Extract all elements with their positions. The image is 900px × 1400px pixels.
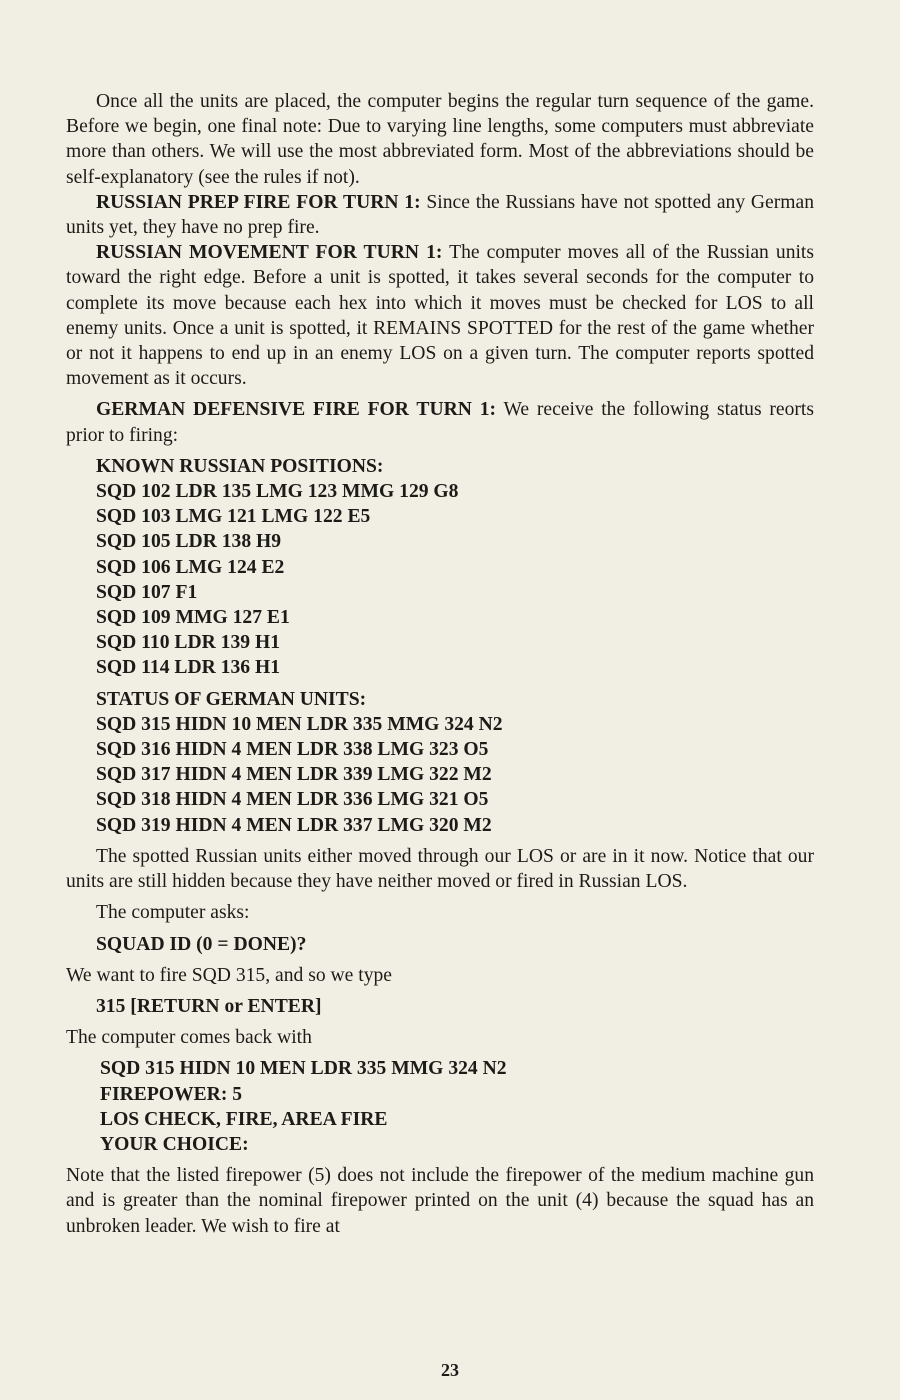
known-line: SQD 109 MMG 127 E1 — [96, 607, 290, 629]
typed-command: 315 [RETURN or ENTER] — [96, 995, 322, 1017]
status-line: SQD 315 HIDN 10 MEN LDR 335 MMG 324 N2 — [96, 713, 503, 735]
text-defensive-fire: We receive the following status reorts prior to firing: — [66, 399, 814, 446]
known-line: SQD 114 LDR 136 H1 — [96, 657, 280, 679]
status-line: SQD 317 HIDN 4 MEN LDR 339 LMG 322 M2 — [96, 764, 492, 786]
reply-line: SQD 315 HIDN 10 MEN LDR 335 MMG 324 N2 — [100, 1058, 507, 1080]
known-line: SQD 102 LDR 135 LMG 123 MMG 129 G8 — [96, 481, 459, 503]
known-line: SQD 105 LDR 138 H9 — [96, 531, 282, 553]
paragraph-computer-asks: The computer asks: — [96, 902, 250, 924]
page-body — [66, 89, 814, 1239]
paragraph-spotted: The spotted Russian units either moved through our LOS or are in it now. Notice that our units are still hidden because they have neither moved or fired in Russian LOS. — [66, 845, 814, 893]
paragraph-comes-back: The computer comes back with — [66, 1027, 312, 1049]
paragraph-firepower-note: Note that the listed firepower (5) does not include the firepower of the medium machine gun and is greater than the nominal firepower printed on the unit (4) because the squad has an unbroken leader. We wish to fire at — [66, 1165, 814, 1237]
known-positions-title: KNOWN RUSSIAN POSITIONS: — [96, 455, 384, 477]
known-line: SQD 103 LMG 121 LMG 122 E5 — [96, 506, 371, 528]
german-status-title: STATUS OF GERMAN UNITS: — [96, 688, 367, 710]
text-prep-fire: Since the Russians have not spotted any German units yet, they have no prep fire. — [66, 191, 815, 239]
heading-prep-fire: RUSSIAN PREP FIRE FOR TURN 1: — [96, 191, 421, 213]
known-line: SQD 107 F1 — [96, 581, 198, 603]
prompt-squad-id: SQUAD ID (0 = DONE)? — [96, 933, 307, 955]
paragraph-movement — [66, 240, 814, 391]
reply-line: LOS CHECK, FIRE, AREA FIRE — [100, 1108, 388, 1130]
page-number: 23 — [441, 1360, 459, 1380]
paragraph-we-type: We want to fire SQD 315, and so we type — [66, 964, 393, 986]
heading-movement: RUSSIAN MOVEMENT FOR TURN 1: — [96, 242, 443, 264]
paragraph-prep-fire — [66, 190, 814, 240]
german-status-block — [96, 687, 814, 838]
reply-line: YOUR CHOICE: — [100, 1133, 249, 1155]
text-movement: The computer moves all of the Russian units toward the right edge. Before a unit is spotted, it takes several seconds for the computer to complete its move because each hex into which it moves must be checked for LOS to all enemy units. Once a unit is spotted, it REMAINS SPOTTED for the rest of the game whether or not it happens to end up in an enemy LOS on a given turn. The computer reports spotted movement as it occurs. — [66, 242, 815, 390]
status-line: SQD 318 HIDN 4 MEN LDR 336 LMG 321 O5 — [96, 789, 489, 811]
heading-defensive-fire: GERMAN DEFENSIVE FIRE FOR TURN 1: — [96, 399, 497, 421]
paragraph-intro: Once all the units are placed, the computer begins the regular turn sequence of the game. Before we begin, one final note: Due to varying line lengths, some computers must abbreviate more than others. We will use the most abbreviated form. Most of the abbreviations should be self-explanatory (see the rules if not). — [66, 91, 814, 188]
reply-line: FIREPOWER: 5 — [100, 1083, 243, 1105]
known-positions-block — [96, 454, 814, 681]
status-line: SQD 316 HIDN 4 MEN LDR 338 LMG 323 O5 — [96, 739, 489, 761]
known-line: SQD 106 LMG 124 E2 — [96, 556, 285, 578]
paragraph-defensive-fire — [66, 397, 814, 447]
computer-reply-block — [100, 1056, 814, 1157]
status-line: SQD 319 HIDN 4 MEN LDR 337 LMG 320 M2 — [96, 814, 492, 836]
known-line: SQD 110 LDR 139 H1 — [96, 632, 280, 654]
